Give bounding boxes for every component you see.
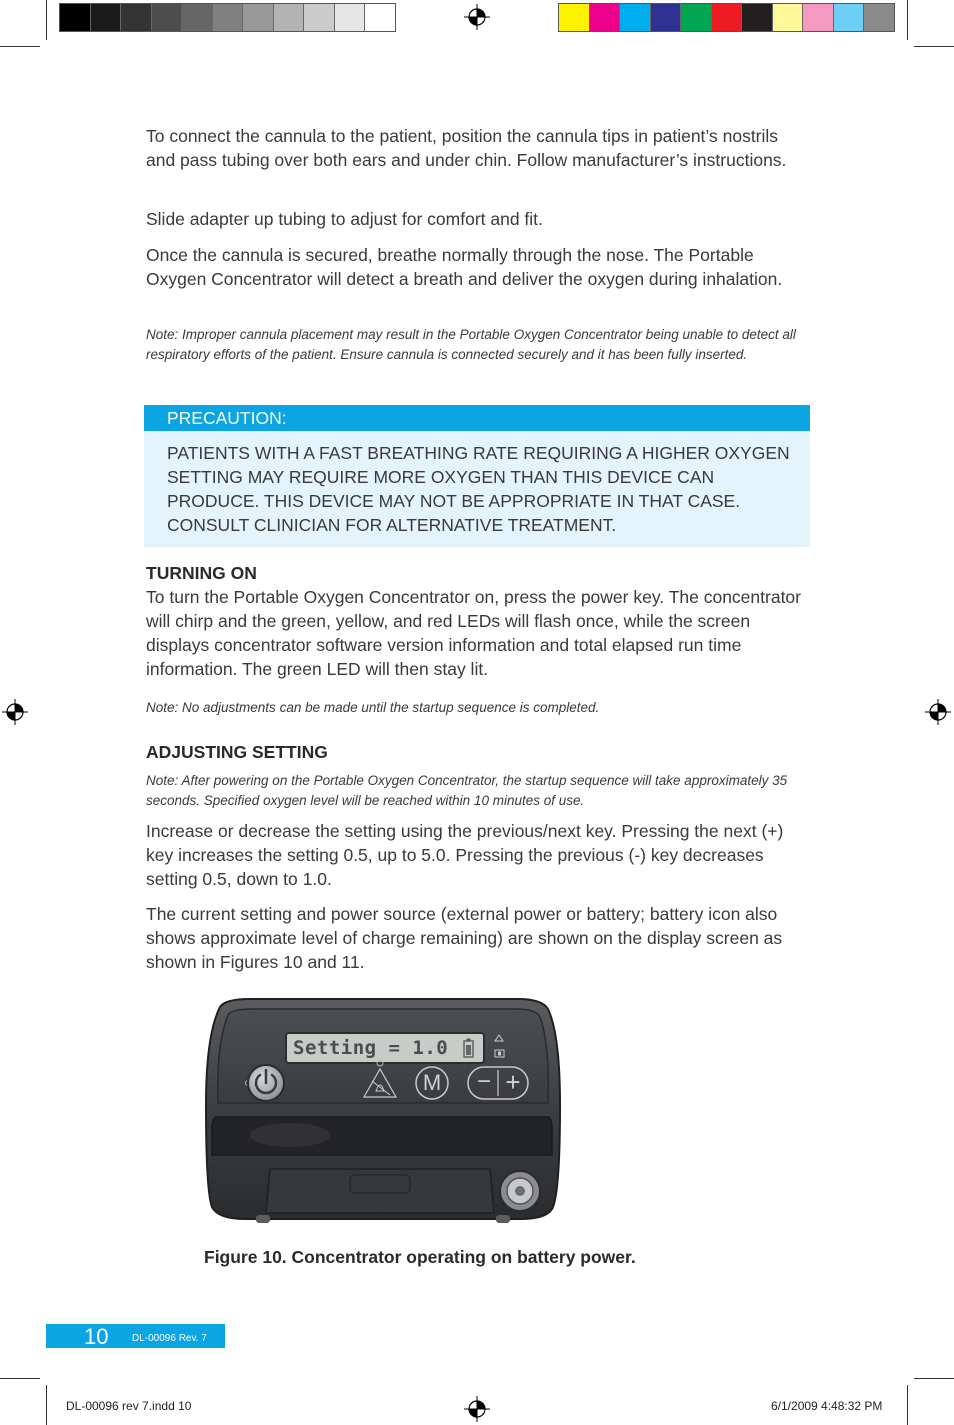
color-swatch bbox=[91, 4, 122, 31]
slug-timestamp: 6/1/2009 4:48:32 PM bbox=[771, 1399, 883, 1413]
crop-mark bbox=[46, 0, 47, 40]
color-swatch bbox=[773, 4, 804, 31]
paragraph-turning-on: To turn the Portable Oxygen Concentrator on, press the power key. The concentrator will chirp and the green, yellow, and red LEDs will flash once, while the screen displays concentrator software version information and total elapsed run time information. The green LED will then stay lit. bbox=[146, 587, 801, 679]
color-swatch bbox=[590, 4, 621, 31]
paragraph-connect-cannula: To connect the cannula to the patient, position the cannula tips in patient’s nostrils and pass tubing over both ears and under chin. Follow manufacturer’s instructions. bbox=[146, 126, 787, 170]
precaution-title: PRECAUTION: bbox=[144, 405, 810, 431]
crop-mark bbox=[46, 1385, 47, 1425]
color-swatch bbox=[243, 4, 274, 31]
precaution-body: PATIENTS WITH A FAST BREATHING RATE REQUIRING A HIGHER OXYGEN SETTING MAY REQUIRE MORE OXYGEN THAN THIS DEVICE CAN PRODUCE. THIS DEVICE MAY NOT BE APPROPRIATE IN THAT CASE. CONSULT CLINICIAN FOR ALTERNATIVE TREATMENT. bbox=[167, 443, 790, 535]
color-swatch bbox=[712, 4, 743, 31]
crop-mark bbox=[914, 1378, 954, 1379]
color-swatch bbox=[60, 4, 91, 31]
next-key[interactable]: + bbox=[505, 1067, 521, 1097]
crop-mark bbox=[914, 46, 954, 47]
crop-mark bbox=[0, 46, 40, 47]
section-heading-adjusting-setting: ADJUSTING SETTING bbox=[146, 742, 328, 762]
paragraph-display-screen: The current setting and power source (external power or battery; battery icon also shows approximate level of charge remaining) are shown on the display screen as shown in Figures 10 and 11. bbox=[146, 904, 783, 972]
color-swatch bbox=[335, 4, 366, 31]
color-swatch bbox=[121, 4, 152, 31]
crop-mark bbox=[0, 1378, 40, 1379]
color-swatch bbox=[681, 4, 712, 31]
paragraph-slide-adapter: Slide adapter up tubing to adjust for comfort and fit. bbox=[146, 209, 543, 229]
footer-page-band bbox=[46, 1324, 225, 1348]
previous-key[interactable]: − bbox=[476, 1068, 491, 1095]
document-revision: DL-00096 Rev. 7 bbox=[132, 1333, 207, 1344]
device-display-text: Setting = 1.0 bbox=[293, 1037, 449, 1059]
precaution-box bbox=[144, 405, 810, 547]
registration-target-icon bbox=[464, 4, 490, 30]
color-swatch bbox=[152, 4, 183, 31]
color-swatch bbox=[651, 4, 682, 31]
color-swatch bbox=[365, 4, 395, 31]
registration-target-icon bbox=[2, 699, 28, 725]
color-swatch bbox=[182, 4, 213, 31]
section-heading-turning-on: TURNING ON bbox=[146, 563, 257, 583]
oxygen-outlet-icon bbox=[500, 1171, 540, 1211]
figure-caption: Figure 10. Concentrator operating on battery power. bbox=[204, 1247, 636, 1267]
registration-target-icon bbox=[464, 1396, 490, 1422]
slug-file-name: DL-00096 rev 7.indd 10 bbox=[66, 1399, 192, 1413]
mode-key[interactable]: M bbox=[422, 1070, 442, 1095]
page-number: 10 bbox=[84, 1324, 109, 1349]
color-swatch bbox=[213, 4, 244, 31]
concentrator-illustration bbox=[200, 995, 566, 1225]
color-swatch bbox=[620, 4, 651, 31]
grayscale-color-bar bbox=[59, 3, 396, 32]
note-startup-sequence: Note: No adjustments can be made until the startup sequence is completed. bbox=[146, 700, 600, 715]
paragraph-adjust-setting: Increase or decrease the setting using the previous/next key. Pressing the next (+) key increases the setting 0.5, up to 5.0. Pressing the previous (-) key decreases setting 0.5, down to 1.0. bbox=[146, 821, 784, 889]
color-swatch bbox=[864, 4, 894, 31]
paragraph-breathe-normally: Once the cannula is secured, breathe normally through the nose. The Portable Oxygen Concentrator will detect a breath and deliver the oxygen during inhalation. bbox=[146, 245, 783, 289]
color-swatch bbox=[304, 4, 335, 31]
registration-target-icon bbox=[925, 699, 951, 725]
color-swatch bbox=[834, 4, 865, 31]
crop-mark bbox=[907, 0, 908, 40]
color-swatch bbox=[559, 4, 590, 31]
note-startup-time: Note: After powering on the Portable Oxygen Concentrator, the startup sequence will take approximately 35 seconds. Specified oxygen level will be reached within 10 minutes of use. bbox=[146, 773, 788, 808]
color-swatch bbox=[803, 4, 834, 31]
process-color-bar bbox=[558, 3, 895, 32]
color-swatch bbox=[742, 4, 773, 31]
color-swatch bbox=[274, 4, 305, 31]
note-cannula-placement: Note: Improper cannula placement may result in the Portable Oxygen Concentrator being unable to detect all respiratory efforts of the patient. Ensure cannula is connected securely and it has been fully inserted. bbox=[146, 327, 796, 362]
crop-mark bbox=[907, 1385, 908, 1425]
